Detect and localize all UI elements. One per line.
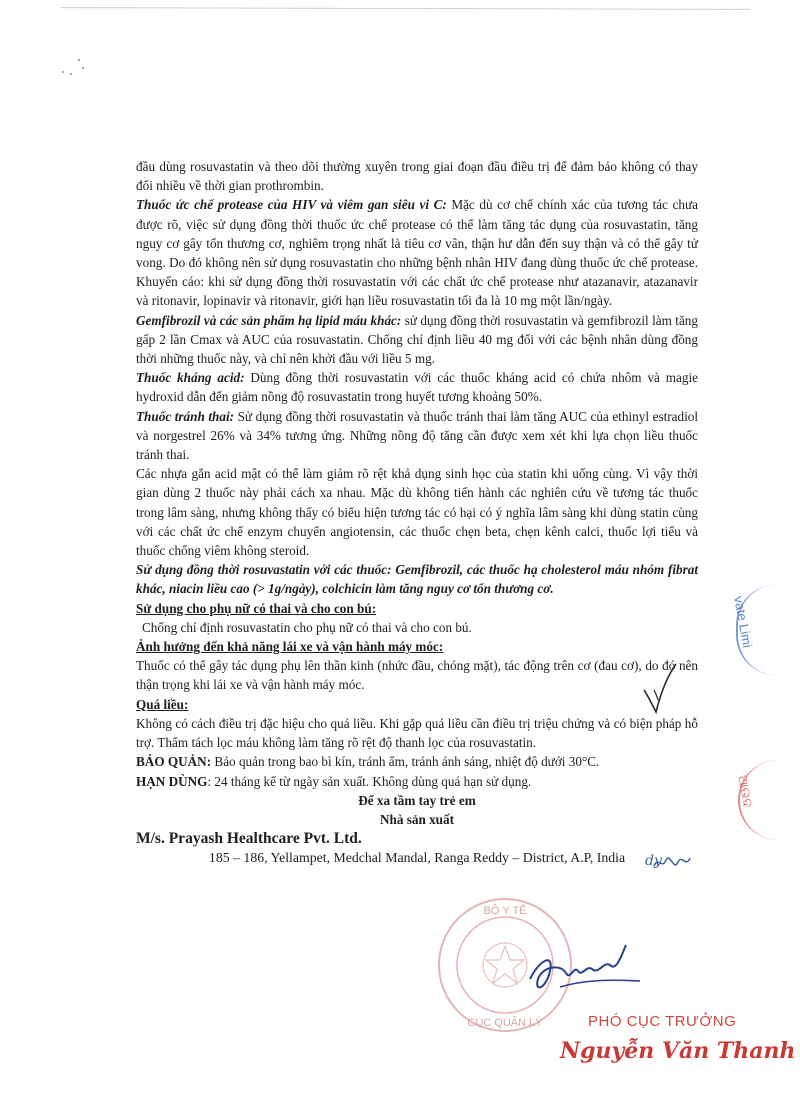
scan-specks: [58, 55, 98, 85]
manufacturer-address: 185 – 186, Yellampet, Medchal Mandal, Ranga Reddy – District, A.P, India: [208, 850, 626, 866]
section-heading: Sử dụng cho phụ nữ có thai và cho con bú:: [136, 600, 377, 616]
paragraph-heading: Gemfibrozil và các sản phẩm hạ lipid máu khác:: [136, 312, 402, 328]
section-overdose-body: Không có cách điều trị đặc hiệu cho quá liều. Khi gặp quá liều cần điều trị triệu chứng và có biện pháp hỗ trợ. Thẩm tách lọc máu không làm tăng rõ rệt độ thanh lọc của rosuvastatin.: [136, 715, 698, 751]
storage-line: BẢO QUẢN: Bảo quản trong bao bì kín, tránh ẩm, tránh ánh sáng, nhiệt độ dưới 30°C.: [136, 754, 600, 770]
storage-label: BẢO QUẢN:: [136, 754, 212, 770]
paragraph-gemfibrozil: Gemfibrozil và các sản phẩm hạ lipid máu khác: sử dụng đồng thời rosuvastatin và gemfibrozil làm tăng gấp 2 lần Cmax và AUC của rosuvastatin. Chống chỉ định liều 40 mg đối với các bệnh nhân dùng đồng thời những thuốc này, và chỉ nên khởi đầu với liều 5 mg.: [136, 312, 698, 367]
section-pregnancy: [136, 599, 698, 618]
manufacturer-label: Nhà sản xuất: [379, 811, 455, 827]
paragraph-heading: Thuốc tránh thai:: [136, 408, 235, 424]
paragraph-bile-acid: Các nhựa gắn acid mật có thể làm giảm rõ rệt khả dụng sinh học của statin khi uống cùng. Vì vậy thời gian dùng 2 thuốc này phải cách xa nhau. Mặc dù không tiến hành các nghiên cứu về tương tác thuốc trong lâm sàng, nhưng không thấy có biểu hiện tương tác có hại có ý nghĩa lâm sàng khi dùng statin cùng với các chất ức chế enzym chuyển angiotensin, các thuốc chẹn beta, chẹn kênh calci, thuốc lợi tiểu và thuốc chống viêm không steroid.: [136, 466, 698, 559]
paragraph-warfarin-continued: đầu dùng rosuvastatin và theo dõi thường xuyên trong giai đoạn đầu điều trị để đảm bảo không có thay đổi nhiều về thời gian prothrombin.: [136, 159, 698, 194]
section-heading: Ảnh hưởng đến khả năng lái xe và vận hành máy móc:: [136, 639, 444, 655]
paragraph-heading: Sử dụng đồng thời rosuvastatin với các thuốc: Gemfibrozil, các thuốc hạ cholesterol máu nhóm fibrat khác, niacin liều cao (> 1g/ngày), colchicin làm tăng nguy cơ tổn thương cơ.: [136, 562, 698, 597]
section-driving: [136, 637, 698, 656]
paragraph-concurrent-warning: [136, 560, 698, 598]
section-overdose: [136, 695, 698, 714]
paragraph-contraceptive: Thuốc tránh thai: Sử dụng đồng thời rosuvastatin và thuốc tránh thai làm tăng AUC của ethinyl estradiol và norgestrel 26% và 34% tương ứng. Những nồng độ tăng cần được xem xét khi lựa chọn liều thuốc tránh thai.: [136, 408, 698, 463]
official-name-signature: Nguyễn Văn Thanh: [560, 1038, 796, 1064]
signature-icon: [520, 935, 650, 1005]
paragraph-heading: Thuốc kháng acid:: [136, 370, 245, 386]
official-title: PHÓ CỤC TRƯỞNG: [588, 1013, 737, 1030]
section-heading: Quá liều:: [136, 696, 189, 712]
check-mark-icon: [640, 660, 680, 720]
side-stamp-red: ଆଉଦ: [738, 760, 780, 840]
manufacturer-name: M/s. Prayash Healthcare Pvt. Ltd.: [136, 830, 362, 848]
side-stamp-blue: vate Limi: [736, 585, 778, 675]
pencil-annotation: dy: [645, 853, 662, 869]
section-driving-body: Thuốc có thể gây tác dụng phụ lên thần kinh (nhức đầu, chóng mặt), tác động trên cơ (đau cơ), do đó nên thận trọng khi lái xe và vận hành máy móc.: [136, 658, 698, 693]
paragraph-antacid: Thuốc kháng acid: Dùng đồng thời rosuvastatin với các thuốc kháng acid có chứa nhôm và magie hydroxid dẫn đến giảm nồng độ rosuvastatin trong huyết tương khoảng 50%.: [136, 370, 698, 405]
section-pregnancy-body: Chống chỉ định rosuvastatin cho phụ nữ có thai và cho con bú.: [142, 619, 472, 635]
paragraph-heading: Thuốc ức chế protease của HIV và viêm gan siêu vi C:: [136, 197, 447, 213]
document-body: [136, 157, 698, 868]
svg-text:BỘ Y TẾ: BỘ Y TẾ: [483, 905, 527, 917]
paragraph-hiv-protease: Thuốc ức chế protease của HIV và viêm gan siêu vi C: Mặc dù cơ chế chính xác của tương tác chưa được rõ, việc sử dụng đồng thời thuốc ức chế protease có thể làm tăng tác dụng của rosuvastatin, tăng nguy cơ gây tổn thương cơ, nghiêm trọng nhất là tiêu cơ vân, thận hư dẫn đến suy thận và có thể gây tử vong. Do đó không nên sử dụng rosuvastatin cho những bệnh nhân HIV đang dùng thuốc ức chế protease. Khuyến cáo: khi sử dụng đồng thời rosuvastatin với các chất ức chế protease như atazanavir, atazanavir và ritonavir, lopinavir và ritonavir, giới hạn liều rosuvastatin tối đa là 10 mg một lần/ngày.: [136, 197, 698, 309]
expiry-label: HẠN DÙNG: [136, 773, 208, 789]
keep-away-notice: Để xa tầm tay trẻ em: [358, 792, 476, 808]
svg-text:CỤC QUẢN LÝ: CỤC QUẢN LÝ: [467, 1017, 543, 1029]
expiry-line: HẠN DÙNG: 24 tháng kể từ ngày sản xuất. Không dùng quá hạn sử dụng.: [136, 773, 532, 789]
page-edge-line: [60, 7, 750, 10]
